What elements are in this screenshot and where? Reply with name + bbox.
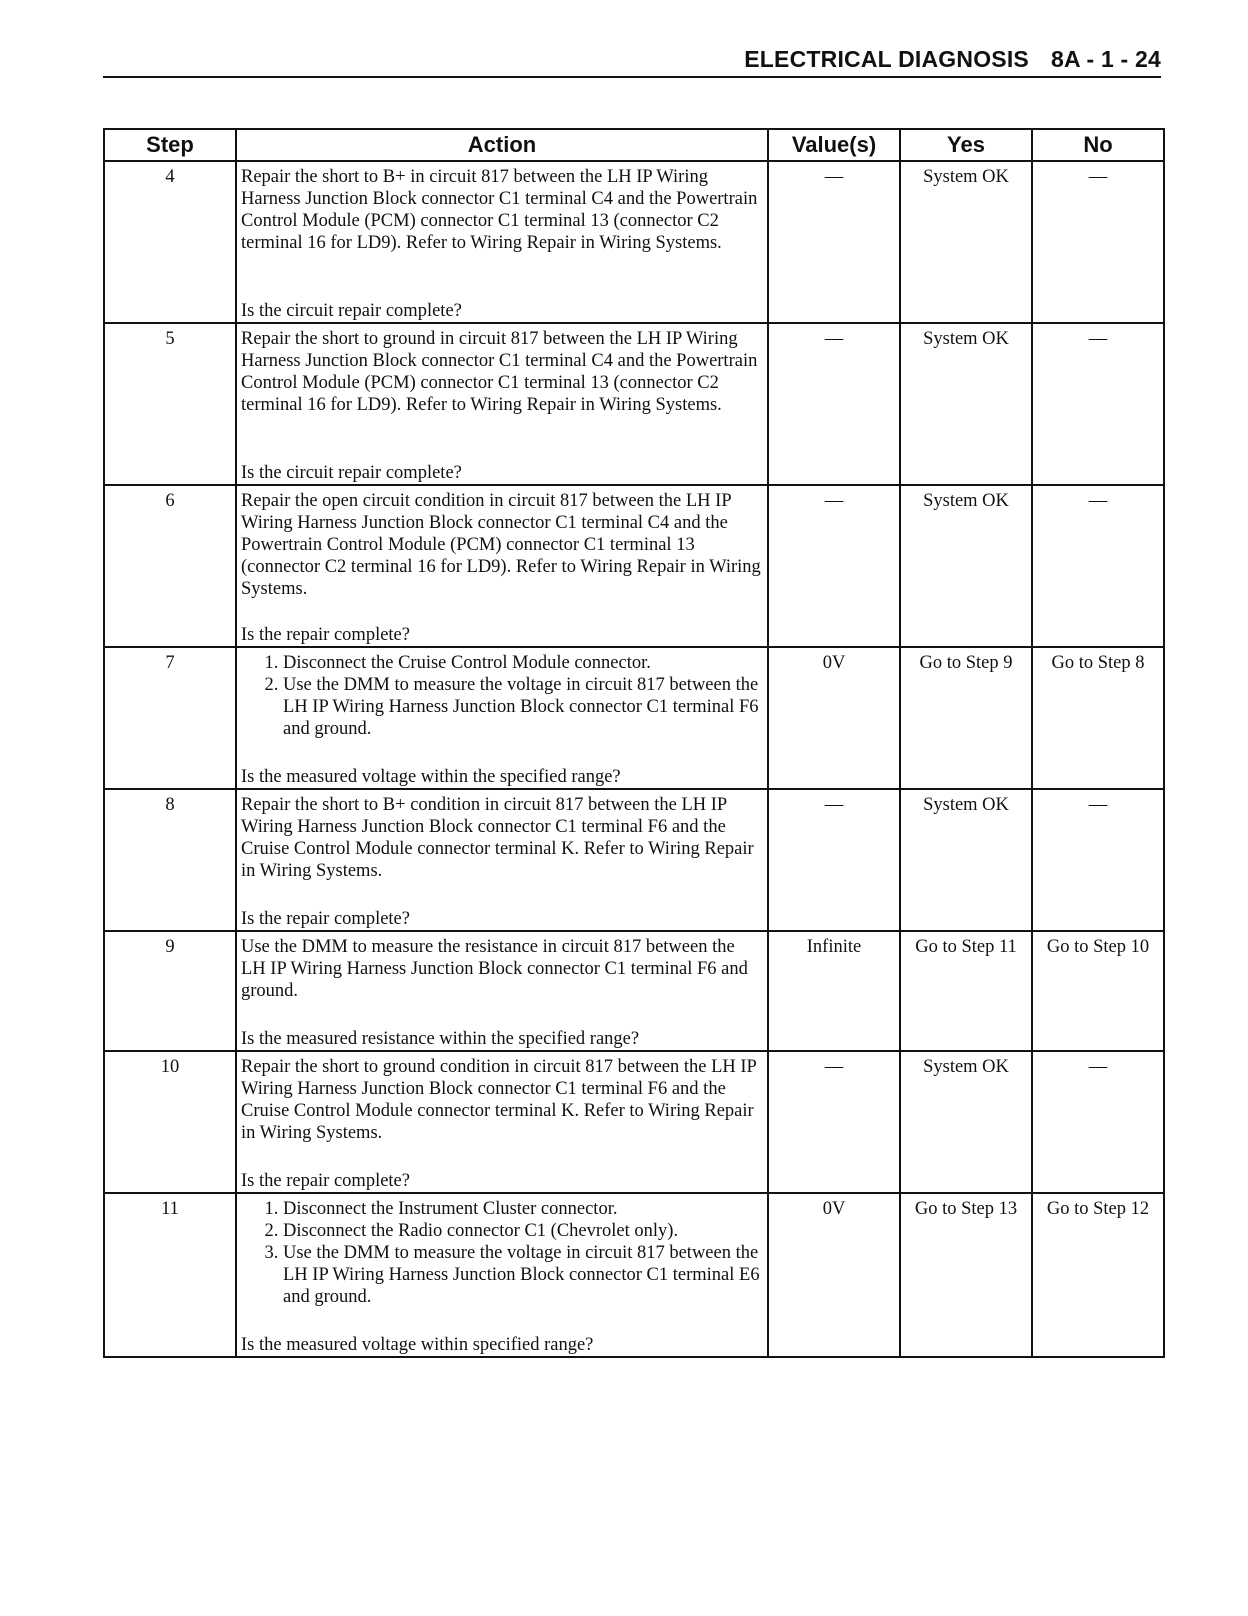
table-row xyxy=(104,485,1164,647)
action-question: Is the repair complete? xyxy=(241,1171,410,1191)
yes-cell: Go to Step 11 xyxy=(900,931,1032,1051)
action-text: Use the DMM to measure the resistance in circuit 817 between the LH IP Wiring Harness Junction Block connector C1 terminal F6 and ground. xyxy=(241,937,748,1001)
no-cell: Go to Step 10 xyxy=(1032,931,1164,1051)
action-text: Repair the open circuit condition in circuit 817 between the LH IP Wiring Harness Junction Block connector C1 terminal C4 and the Powertrain Control Module (PCM) connector C1 terminal 13 (connector C2 terminal 16 for LD9). Refer to Wiring Repair in Wiring Systems. xyxy=(241,491,761,599)
action-cell xyxy=(236,1193,768,1357)
yes-cell: System OK xyxy=(900,161,1032,323)
page-header xyxy=(103,44,1161,78)
action-list-item: 1. Disconnect the Instrument Cluster connector. xyxy=(283,1198,763,1220)
no-cell: — xyxy=(1032,323,1164,485)
value-cell: — xyxy=(768,789,900,931)
step-number: 10 xyxy=(104,1051,236,1193)
action-text: Repair the short to B+ condition in circuit 817 between the LH IP Wiring Harness Junction Block connector C1 terminal F6 and the Cruise Control Module connector terminal K. Refer to Wiring Repair in Wiring Systems. xyxy=(241,795,754,881)
action-question: Is the circuit repair complete? xyxy=(241,301,462,321)
step-number: 5 xyxy=(104,323,236,485)
action-question: Is the measured voltage within specified range? xyxy=(241,1335,594,1355)
step-number: 6 xyxy=(104,485,236,647)
table-row xyxy=(104,931,1164,1051)
action-list-item: 2. Disconnect the Radio connector C1 (Chevrolet only). xyxy=(283,1220,763,1242)
action-question: Is the circuit repair complete? xyxy=(241,463,462,483)
action-cell xyxy=(236,931,768,1051)
yes-cell: Go to Step 13 xyxy=(900,1193,1032,1357)
action-question: Is the measured voltage within the specified range? xyxy=(241,767,621,787)
action-question: Is the repair complete? xyxy=(241,625,410,645)
action-list-item: 3. Use the DMM to measure the voltage in circuit 817 between the LH IP Wiring Harness Junction Block connector C1 terminal E6 and ground. xyxy=(283,1242,763,1308)
action-text: Repair the short to ground condition in circuit 817 between the LH IP Wiring Harness Junction Block connector C1 terminal F6 and the Cruise Control Module connector terminal K. Refer to Wiring Repair in Wiring Systems. xyxy=(241,1057,757,1143)
column-header-step: Step xyxy=(104,129,236,161)
action-cell xyxy=(236,485,768,647)
diagnostic-table xyxy=(103,128,1165,1358)
step-number: 4 xyxy=(104,161,236,323)
page-number: 8A - 1 - 24 xyxy=(1050,46,1161,72)
action-list xyxy=(241,652,763,740)
action-cell xyxy=(236,161,768,323)
no-cell: — xyxy=(1032,485,1164,647)
no-cell: — xyxy=(1032,161,1164,323)
action-cell xyxy=(236,647,768,789)
action-list-item: 2. Use the DMM to measure the voltage in circuit 817 between the LH IP Wiring Harness Junction Block connector C1 terminal F6 and ground. xyxy=(283,674,763,740)
column-header-no: No xyxy=(1032,129,1164,161)
action-cell xyxy=(236,789,768,931)
no-cell: Go to Step 12 xyxy=(1032,1193,1164,1357)
value-cell: 0V xyxy=(768,1193,900,1357)
table-header-row xyxy=(104,129,1164,161)
value-cell: 0V xyxy=(768,647,900,789)
yes-cell: System OK xyxy=(900,789,1032,931)
yes-cell: Go to Step 9 xyxy=(900,647,1032,789)
column-header-yes: Yes xyxy=(900,129,1032,161)
action-text: Repair the short to B+ in circuit 817 between the LH IP Wiring Harness Junction Block connector C1 terminal C4 and the Powertrain Control Module (PCM) connector C1 terminal 13 (connector C2 terminal 16 for LD9). Refer to Wiring Repair in Wiring Systems. xyxy=(241,167,758,253)
action-list xyxy=(241,1198,763,1308)
value-cell: Infinite xyxy=(768,931,900,1051)
yes-cell: System OK xyxy=(900,1051,1032,1193)
no-cell: Go to Step 8 xyxy=(1032,647,1164,789)
action-question: Is the repair complete? xyxy=(241,909,410,929)
action-cell xyxy=(236,1051,768,1193)
step-number: 8 xyxy=(104,789,236,931)
value-cell: — xyxy=(768,1051,900,1193)
value-cell: — xyxy=(768,485,900,647)
table-row xyxy=(104,1051,1164,1193)
table-row xyxy=(104,1193,1164,1357)
section-title: ELECTRICAL DIAGNOSIS xyxy=(744,46,1029,72)
value-cell: — xyxy=(768,323,900,485)
action-text: Repair the short to ground in circuit 817 between the LH IP Wiring Harness Junction Block connector C1 terminal C4 and the Powertrain Control Module (PCM) connector C1 terminal 13 (connector C2 terminal 16 for LD9). Refer to Wiring Repair in Wiring Systems. xyxy=(241,329,758,415)
action-cell xyxy=(236,323,768,485)
step-number: 11 xyxy=(104,1193,236,1357)
action-list-item: 1. Disconnect the Cruise Control Module connector. xyxy=(283,652,763,674)
no-cell: — xyxy=(1032,1051,1164,1193)
column-header-action: Action xyxy=(236,129,768,161)
step-number: 7 xyxy=(104,647,236,789)
column-header-values: Value(s) xyxy=(768,129,900,161)
yes-cell: System OK xyxy=(900,485,1032,647)
action-question: Is the measured resistance within the specified range? xyxy=(241,1029,640,1049)
no-cell: — xyxy=(1032,789,1164,931)
table-row xyxy=(104,647,1164,789)
table-row xyxy=(104,323,1164,485)
yes-cell: System OK xyxy=(900,323,1032,485)
table-row xyxy=(104,161,1164,323)
table-row xyxy=(104,789,1164,931)
value-cell: — xyxy=(768,161,900,323)
step-number: 9 xyxy=(104,931,236,1051)
